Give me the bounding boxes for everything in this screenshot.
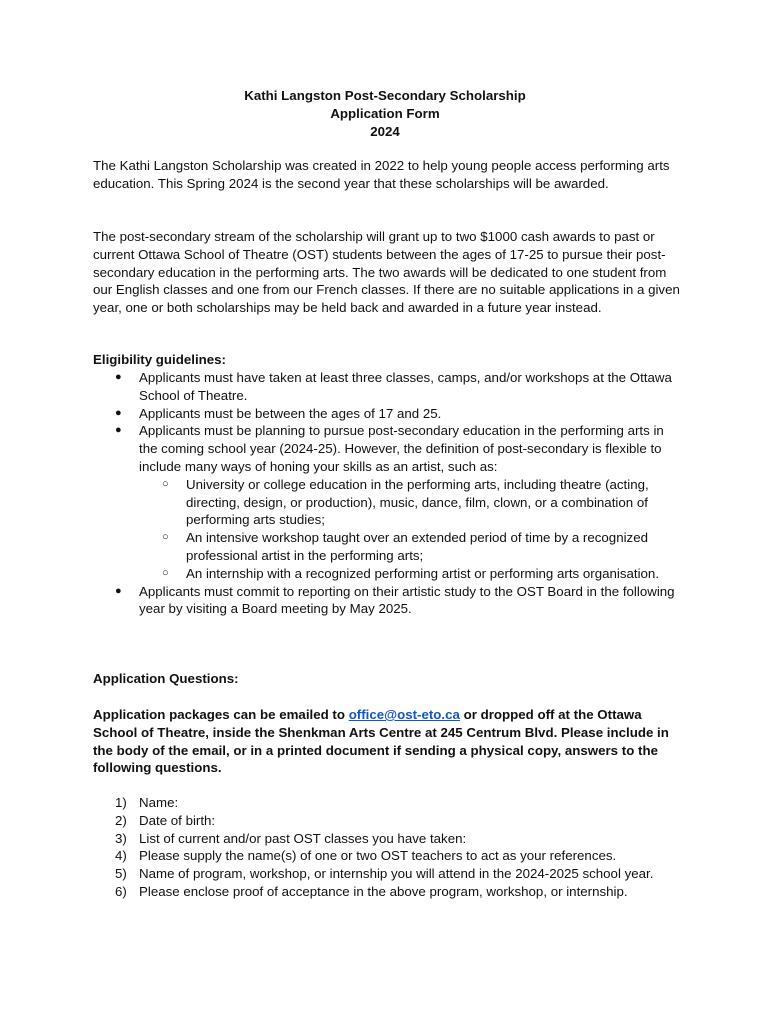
question-text: Please supply the name(s) of one or two OST teachers to act as your references. [139,848,617,864]
eligibility-item-text: Applicants must commit to reporting on their artistic study to the OST Board in the following year by visiting a Board meeting by May 2025. [139,583,675,617]
circle-bullet-icon: ○ [162,477,169,490]
eligibility-item-text: Applicants must be planning to pursue post-secondary education in the performing arts in the coming school year (2024-25). However, the definition of post-secondary is flexible to include many ways of honing your skills as an artist, such as: [139,423,664,474]
question-text: Please enclose proof of acceptance in the above program, workshop, or internship. [139,883,628,899]
email-link[interactable]: office@ost-eto.ca [348,707,460,722]
title-line-2: Application Form [330,105,440,121]
eligibility-item-text: Applicants must be between the ages of 17 and 25. [139,405,442,421]
title-line-3: 2024 [370,123,400,139]
sublist-item [139,529,683,565]
list-item [93,422,683,582]
sublist-item [139,476,683,529]
title-line-1: Kathi Langston Post-Secondary Scholarship [244,88,526,103]
question-number: 5) [115,866,127,882]
question-number: 2) [115,812,127,828]
eligibility-heading: Eligibility guidelines: [93,352,226,367]
list-item [93,583,683,619]
instructions-text-after: or dropped off at the Ottawa School of Theatre, inside the Shenkman Arts Centre at 245 Centrum Blvd. Please include in the body of the email, or in a printed document if sending a physical copy, answers to the following questions. [93,707,669,776]
question-item [93,830,683,848]
question-text: Date of birth: [139,812,216,828]
instructions-text-before: Application packages can be emailed to [93,707,349,722]
circle-bullet-icon: ○ [162,566,169,579]
question-item [93,865,683,883]
sublist-item-text: An intensive workshop taught over an extended period of time by a recognized professional artist in the performing arts; [186,530,648,563]
circle-bullet-icon: ○ [162,531,169,544]
question-text: List of current and/or past OST classes you have taken: [139,830,467,846]
question-text: Name of program, workshop, or internship you will attend in the 2024-2025 school year. [139,866,654,882]
list-item [93,405,683,423]
application-instructions [93,706,683,777]
eligibility-sublist [139,476,683,583]
question-item [93,794,683,812]
bullet-icon: ● [115,424,122,437]
question-item [93,883,683,901]
question-number: 4) [115,848,127,864]
bullet-icon: ● [115,406,122,419]
list-item [93,369,683,405]
sublist-item [139,565,683,583]
application-questions-list [93,794,683,901]
sublist-item-text: An internship with a recognized performing artist or performing arts organisation. [186,565,660,581]
eligibility-item-text: Applicants must have taken at least three classes, camps, and/or workshops at the Ottawa School of Theatre. [139,370,672,403]
question-item [93,812,683,830]
question-number: 6) [115,883,127,899]
question-number: 3) [115,830,127,846]
bullet-icon: ● [115,584,122,597]
bullet-icon: ● [115,371,122,383]
intro-paragraph: The Kathi Langston Scholarship was created in 2022 to help young people access performing arts education. This Spring 2024 is the second year that these scholarships will be awarded. [93,158,670,191]
stream-paragraph: The post-secondary stream of the scholarship will grant up to two $1000 cash awards to past or current Ottawa School of Theatre (OST) students between the ages of 17-25 to pursue their post-secondary education in the performing arts. The two awards will be dedicated to one student from our English classes and one from our French classes. If there are no suitable applications in a given year, one or both scholarships may be held back and awarded in a future year instead. [93,229,680,316]
question-text: Name: [139,795,179,810]
document-title [0,87,770,140]
question-item [93,847,683,865]
question-number: 1) [115,795,127,810]
eligibility-list [93,369,683,618]
sublist-item-text: University or college education in the performing arts, including theatre (acting, directing, design, or production), music, dance, film, clown, or a combination of performing arts studies; [186,476,649,528]
application-heading: Application Questions: [93,671,239,686]
